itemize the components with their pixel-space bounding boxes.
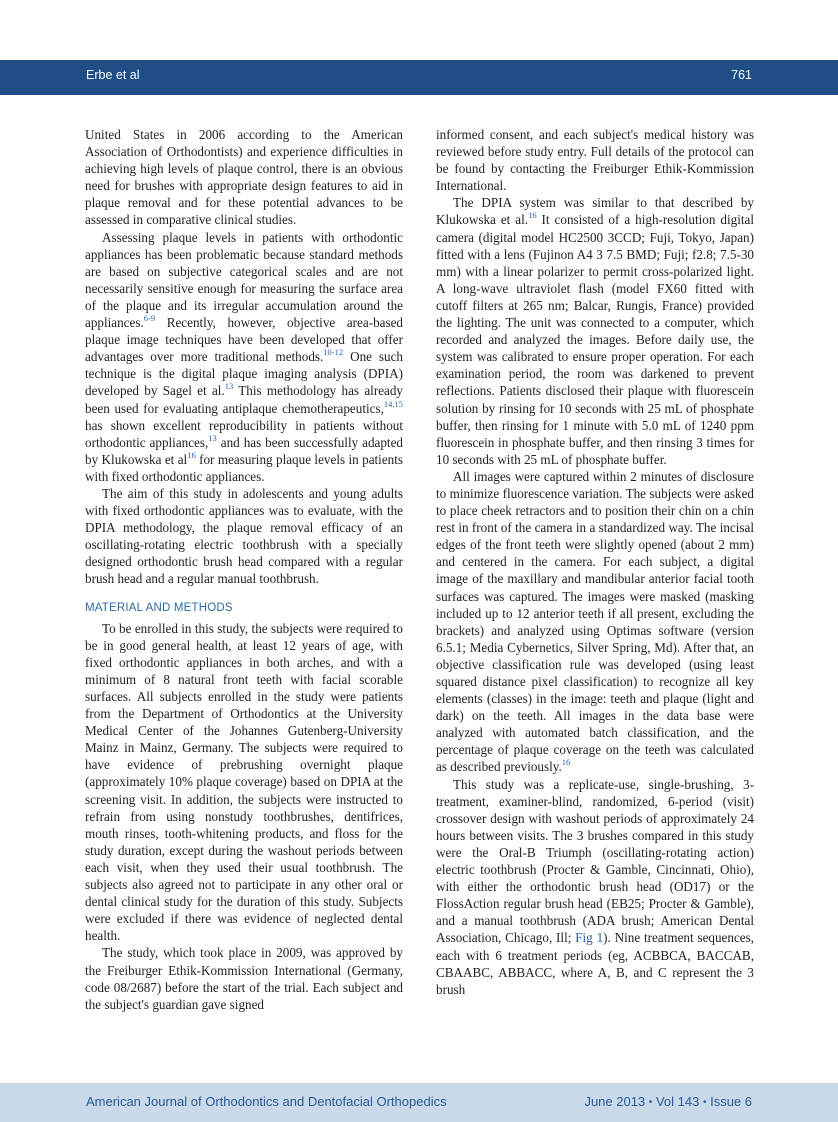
- citation-link[interactable]: 6-9: [143, 313, 156, 324]
- separator-dot: •: [648, 1097, 653, 1108]
- issue-info: [584, 1094, 752, 1109]
- right-column: [436, 126, 754, 1038]
- figure-link[interactable]: Fig 1: [575, 930, 604, 946]
- paragraph: To be enrolled in this study, the subjects were required to be in good general health, at least 12 years of age, with fixed orthodontic appliances in both arches, and with a minimum of 8 natural front teeth with facial scorable surfaces. All subjects enrolled in the study were patients from the Department of Orthodontics at the University Medical Center of the Johannes Gutenberg-University Mainz in Mainz, Germany. The subjects were required to have evidence of prebrushing overnight plaque (approximately 10% plaque coverage) based on DPIA at the screening visit. In addition, the subjects were instructed to refrain from using nonstudy toothbrushes, dentifrices, mouth rinses, tooth-whitening products, and floss for the study duration, except during the washout periods between each visit, when they used their usual toothbrush. The subjects also agreed not to participate in any other oral or dental clinical study for the duration of this study. Subjects were excluded if there was evidence of neglected dental health.: [85, 620, 403, 944]
- citation-link[interactable]: 14,15: [383, 398, 403, 409]
- citation-link[interactable]: 13: [208, 432, 217, 443]
- running-footer: [0, 1083, 838, 1122]
- citation-link[interactable]: 16: [561, 757, 571, 768]
- citation-link[interactable]: 10-12: [323, 347, 344, 358]
- paragraph: The study, which took place in 2009, was approved by the Freiburger Ethik-Kommission International (Germany, code 08/2687) before the start of the trial. Each subject and the subject's guardian gave signed: [85, 945, 403, 1012]
- running-header-authors: Erbe et al: [86, 68, 140, 82]
- paragraph: United States in 2006 according to the American Association of Orthodontists) and experience difficulties in achieving high levels of plaque control, there is an obvious need for brushes with appropriate design features to aid in plaque removal and for these potential advances to be assessed in comparative clinical studies.: [85, 127, 403, 228]
- separator-dot: •: [702, 1097, 707, 1108]
- citation-link[interactable]: 13: [224, 381, 234, 392]
- paragraph: The aim of this study in adolescents and young adults with fixed orthodontic appliances was to evaluate, with the DPIA methodology, the plaque removal efficacy of an oscillating-rotating electric toothbrush with a specially designed orthodontic brush head compared with a regular brush head and a regular manual toothbrush.: [85, 485, 403, 587]
- paragraph: The DPIA system was similar to that described by Klukowska et al.$^{16}$ It consisted of a high-resolution digital camera (digital model HC2500 3CCD; Fuji, Tokyo, Japan) fitted with a lens (Fujinon A4 3 7.5 BMD; Fuji; f2.8; 7.5-30 mm) with a linear polarizer to permit cross-polarized light. A long-wave ultraviolet flash (model FX60 fitted with cutoff filters at 265 nm; Balcar, Rungis, France) provided the lighting. The unit was connected to a computer, which recorded and analyzed the images. Before daily use, the system was calibrated to ensure proper operation. For each examination period, the room was darkened to prevent reflections. Patients disclosed their plaque with fluorescein solution by rinsing for 10 seconds with 25 mL of phosphate buffer, then rinsing for 1 minute with 5.0 mL of 1240 ppm fluorescein in phosphate buffer, and then rinsing 3 times for 10 seconds with 25 mL of phosphate buffer.: [436, 195, 754, 467]
- issue-date: June 2013: [584, 1094, 646, 1109]
- citation-link[interactable]: 16: [528, 210, 537, 221]
- paragraph: informed consent, and each subject's medical history was reviewed before study entry. Full details of the protocol can be found by contacting the Freiburger Ethik-Kommission International.: [436, 127, 754, 194]
- paragraph: All images were captured within 2 minutes of disclosure to minimize fluorescence variation. The subjects were asked to place cheek retractors and to position their chin on a chin rest in front of the camera in a standardized way. The incisal edges of the front teeth were slightly opened (about 2 mm) and centered in the camera. For each subject, a digital image of the maxillary and mandibular anterior facial tooth surfaces was captured. The images were masked (masking included up to 12 anterior teeth if all present, excluding the brackets) and analyzed using Optimas software (version 6.5.1; Media Cybernetics, Silver Spring, Md). After that, an objective classification rule was developed (using least squared distance pixel classification) to recognize all key elements (classes) in the image: teeth and plaque (light and dark) on the teeth. All images in the data base were analyzed with automated batch classification, and the percentage of plaque coverage on the teeth was calculated as described previously.$^{16}$: [436, 468, 754, 775]
- section-heading: MATERIAL AND METHODS: [85, 601, 233, 614]
- paragraph: Assessing plaque levels in patients with orthodontic appliances has been problematic because standard methods are based on subjective categorical scales and are not necessarily sensitive enough for measuring the surface area of the plaque and its irregular accumulation around the appliances.$^{6-9}$ Recently, however, objective area-based plaque image techniques have been developed that offer advantages over more traditional methods.$^{10-12}$ One such technique is the digital plaque imaging analysis (DPIA) developed by Sagel et al.$^{13}$ This methodology has already been used for evaluating antiplaque chemotherapeutics,$^{14,15}$ has shown excellent reproducibility in patients without orthodontic appliances,$^{13}$ and has been successfully adapted by Klukowska et $al^{16}$ for measuring plaque levels in patients with fixed orthodontic appliances.: [85, 229, 403, 484]
- page-number: 761: [731, 68, 752, 82]
- journal-title: American Journal of Orthodontics and Dentofacial Orthopedics: [86, 1094, 447, 1109]
- left-column: [85, 126, 403, 1038]
- volume: Vol 143: [655, 1094, 700, 1109]
- paragraph: This study was a replicate-use, single-brushing, 3-treatment, examiner-blind, randomized, 6-period (visit) crossover design with washout periods of approximately 24 hours between visits. The 3 brushes compared in this study were the Oral-B Triumph (oscillating-rotating action) electric toothbrush (Procter & Gamble, Cincinnati, Ohio), with either the orthodontic brush head (OD17) or the FlossAction regular brush head (EB25; Procter & Gamble), and a manual toothbrush (ADA brush; American Dental Association, Chicago, Ill; Fig 1). Nine treatment sequences, each with 6 treatment periods (eg, ACBBCA, BACCAB, CBAABC, ABBACC, where A, B, and C represent the 3 brush: [436, 776, 754, 997]
- issue-number: Issue 6: [710, 1094, 752, 1109]
- running-header: [0, 60, 838, 95]
- citation-link[interactable]: 16: [187, 449, 196, 460]
